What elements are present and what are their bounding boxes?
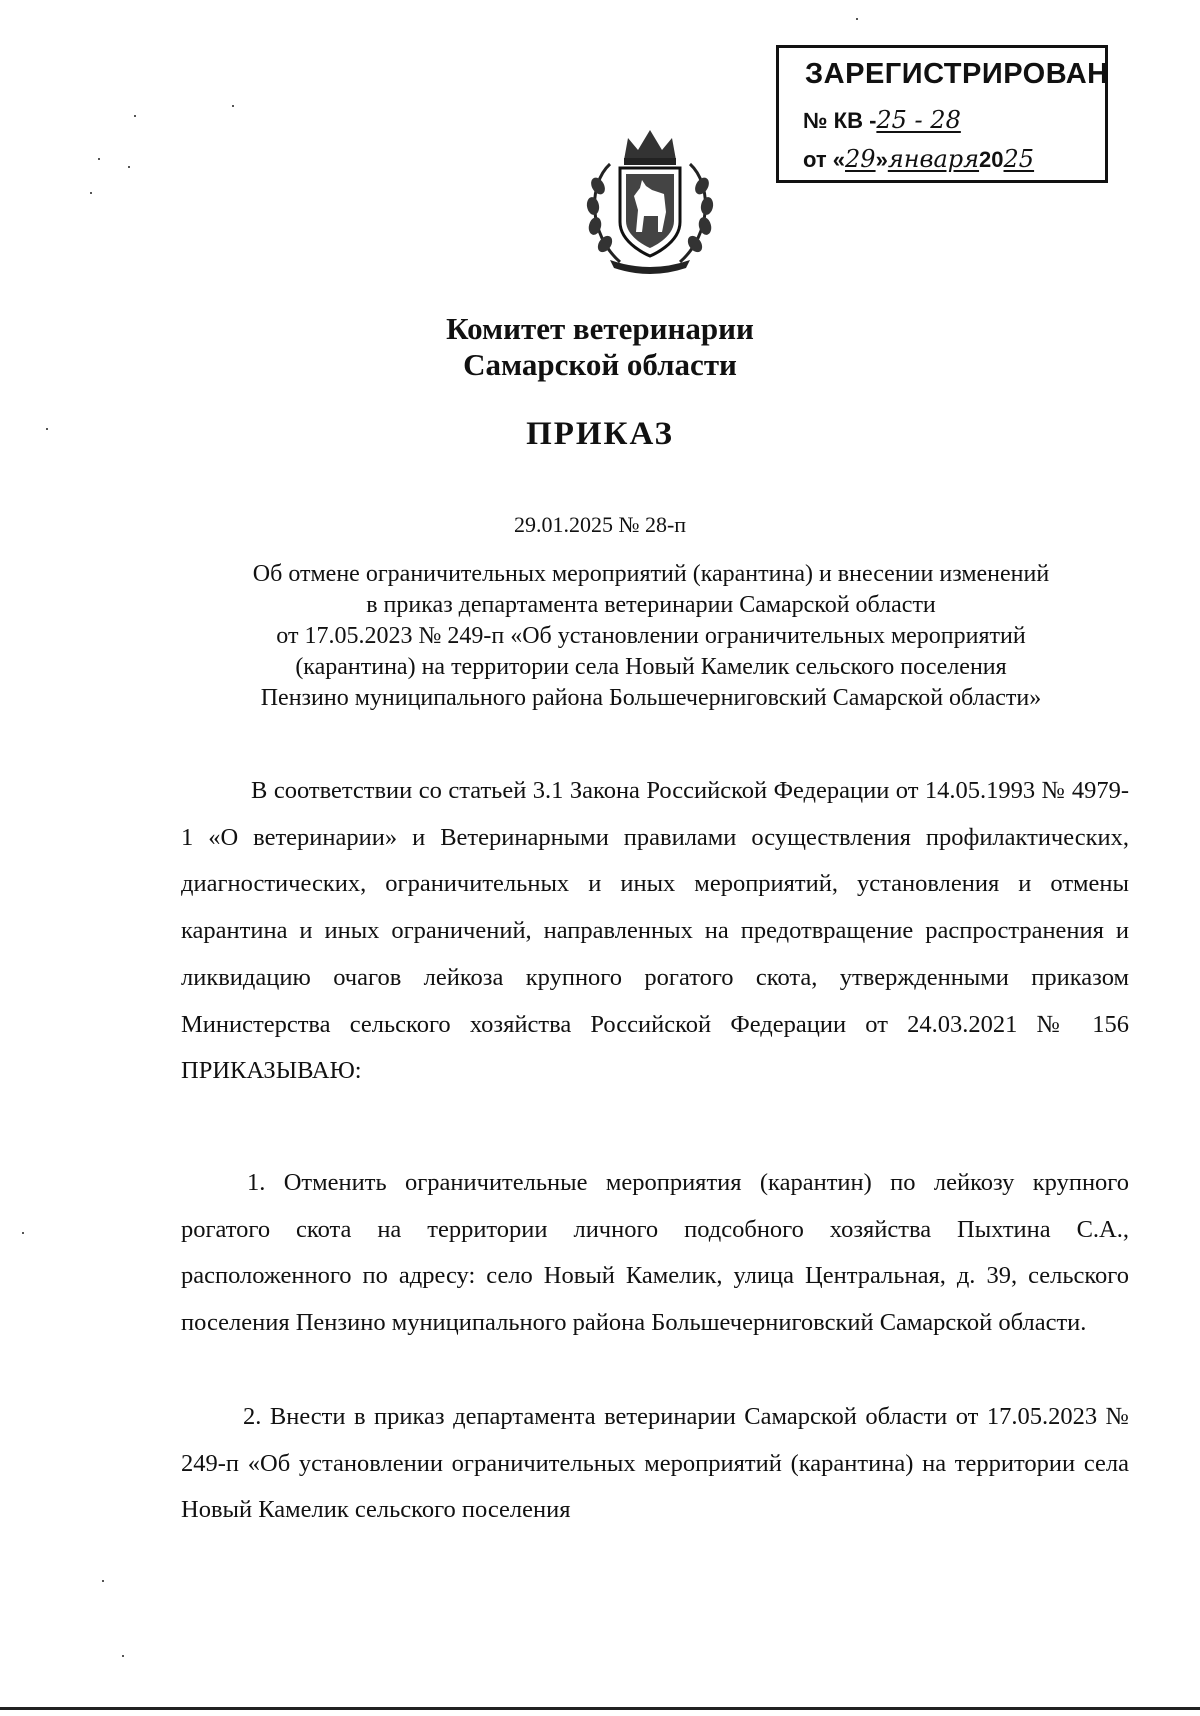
subject-line: от 17.05.2023 № 249-п «Об установлении ограничительных мероприятий bbox=[276, 623, 1026, 649]
stamp-date-mid: » bbox=[875, 147, 888, 172]
organization-name-line2: Самарской области bbox=[463, 347, 737, 382]
samara-coat-of-arms-icon bbox=[580, 124, 720, 274]
registration-stamp bbox=[776, 45, 1108, 183]
stamp-date-prefix: от « bbox=[803, 147, 846, 172]
subject-line: в приказ департамента ветеринарии Самарской области bbox=[366, 592, 936, 618]
stamp-title: ЗАРЕГИСТРИРОВАН bbox=[805, 58, 1109, 90]
order-item-2-text: 2. Внести в приказ департамента ветеринарии Самарской области от 17.05.2023 № 249-п «Об установлении ограничительных мероприятий (карантина) на территории села Новый Камелик сельского поселения bbox=[181, 1403, 1129, 1524]
subject-line: Об отмене ограничительных мероприятий (карантина) и внесении изменений bbox=[252, 561, 1050, 587]
document-subject bbox=[160, 559, 1142, 714]
subject-line: (карантина) на территории села Новый Камелик сельского поселения bbox=[295, 654, 1007, 680]
stamp-number-handwritten: 25 - 28 bbox=[876, 106, 961, 134]
preamble-paragraph bbox=[181, 768, 1129, 1095]
document-title: ПРИКАЗ bbox=[526, 416, 674, 452]
subject-line: Пензино муниципального района Большечерниговский Самарской области» bbox=[260, 685, 1042, 711]
stamp-number-prefix: № КВ - bbox=[803, 108, 877, 133]
preamble-text: В соответствии со статьей 3.1 Закона Российской Федерации от 14.05.1993 № 4979-1 «О ветеринарии» и Ветеринарными правилами осуществления профилактических, диагностических, ограничительных и иных мероприятий, установления и отмены карантина и иных ограничений, направленных на предотвращение распространения и ликвидацию очагов лейкоза крупного рогатого скота, утвержденными приказом Министерства сельского хозяйства Российской Федерации от 24.03.2021 № 156 ПРИКАЗЫВАЮ: bbox=[181, 777, 1129, 1085]
page-bottom-edge bbox=[0, 1707, 1200, 1710]
order-item-1 bbox=[181, 1160, 1129, 1347]
stamp-date bbox=[803, 145, 1034, 173]
stamp-date-month: января bbox=[887, 145, 980, 173]
stamp-date-year: 25 bbox=[1003, 145, 1035, 173]
order-item-2 bbox=[181, 1394, 1129, 1534]
document-date-number: 29.01.2025 № 28-п bbox=[513, 512, 687, 537]
stamp-date-year-prefix: 20 bbox=[979, 147, 1004, 172]
stamp-number bbox=[803, 106, 961, 134]
organization-name-line1: Комитет ветеринарии bbox=[446, 311, 754, 346]
order-item-1-text: 1. Отменить ограничительные мероприятия (карантин) по лейкозу крупного рогатого скота на территории личного подсобного хозяйства Пыхтина С.А., расположенного по адресу: село Новый Камелик, улица Центральная, д. 39, сельского поселения Пензино муниципального района Большечерниговский Самарской области. bbox=[181, 1169, 1129, 1337]
stamp-date-day: 29 bbox=[845, 145, 876, 173]
